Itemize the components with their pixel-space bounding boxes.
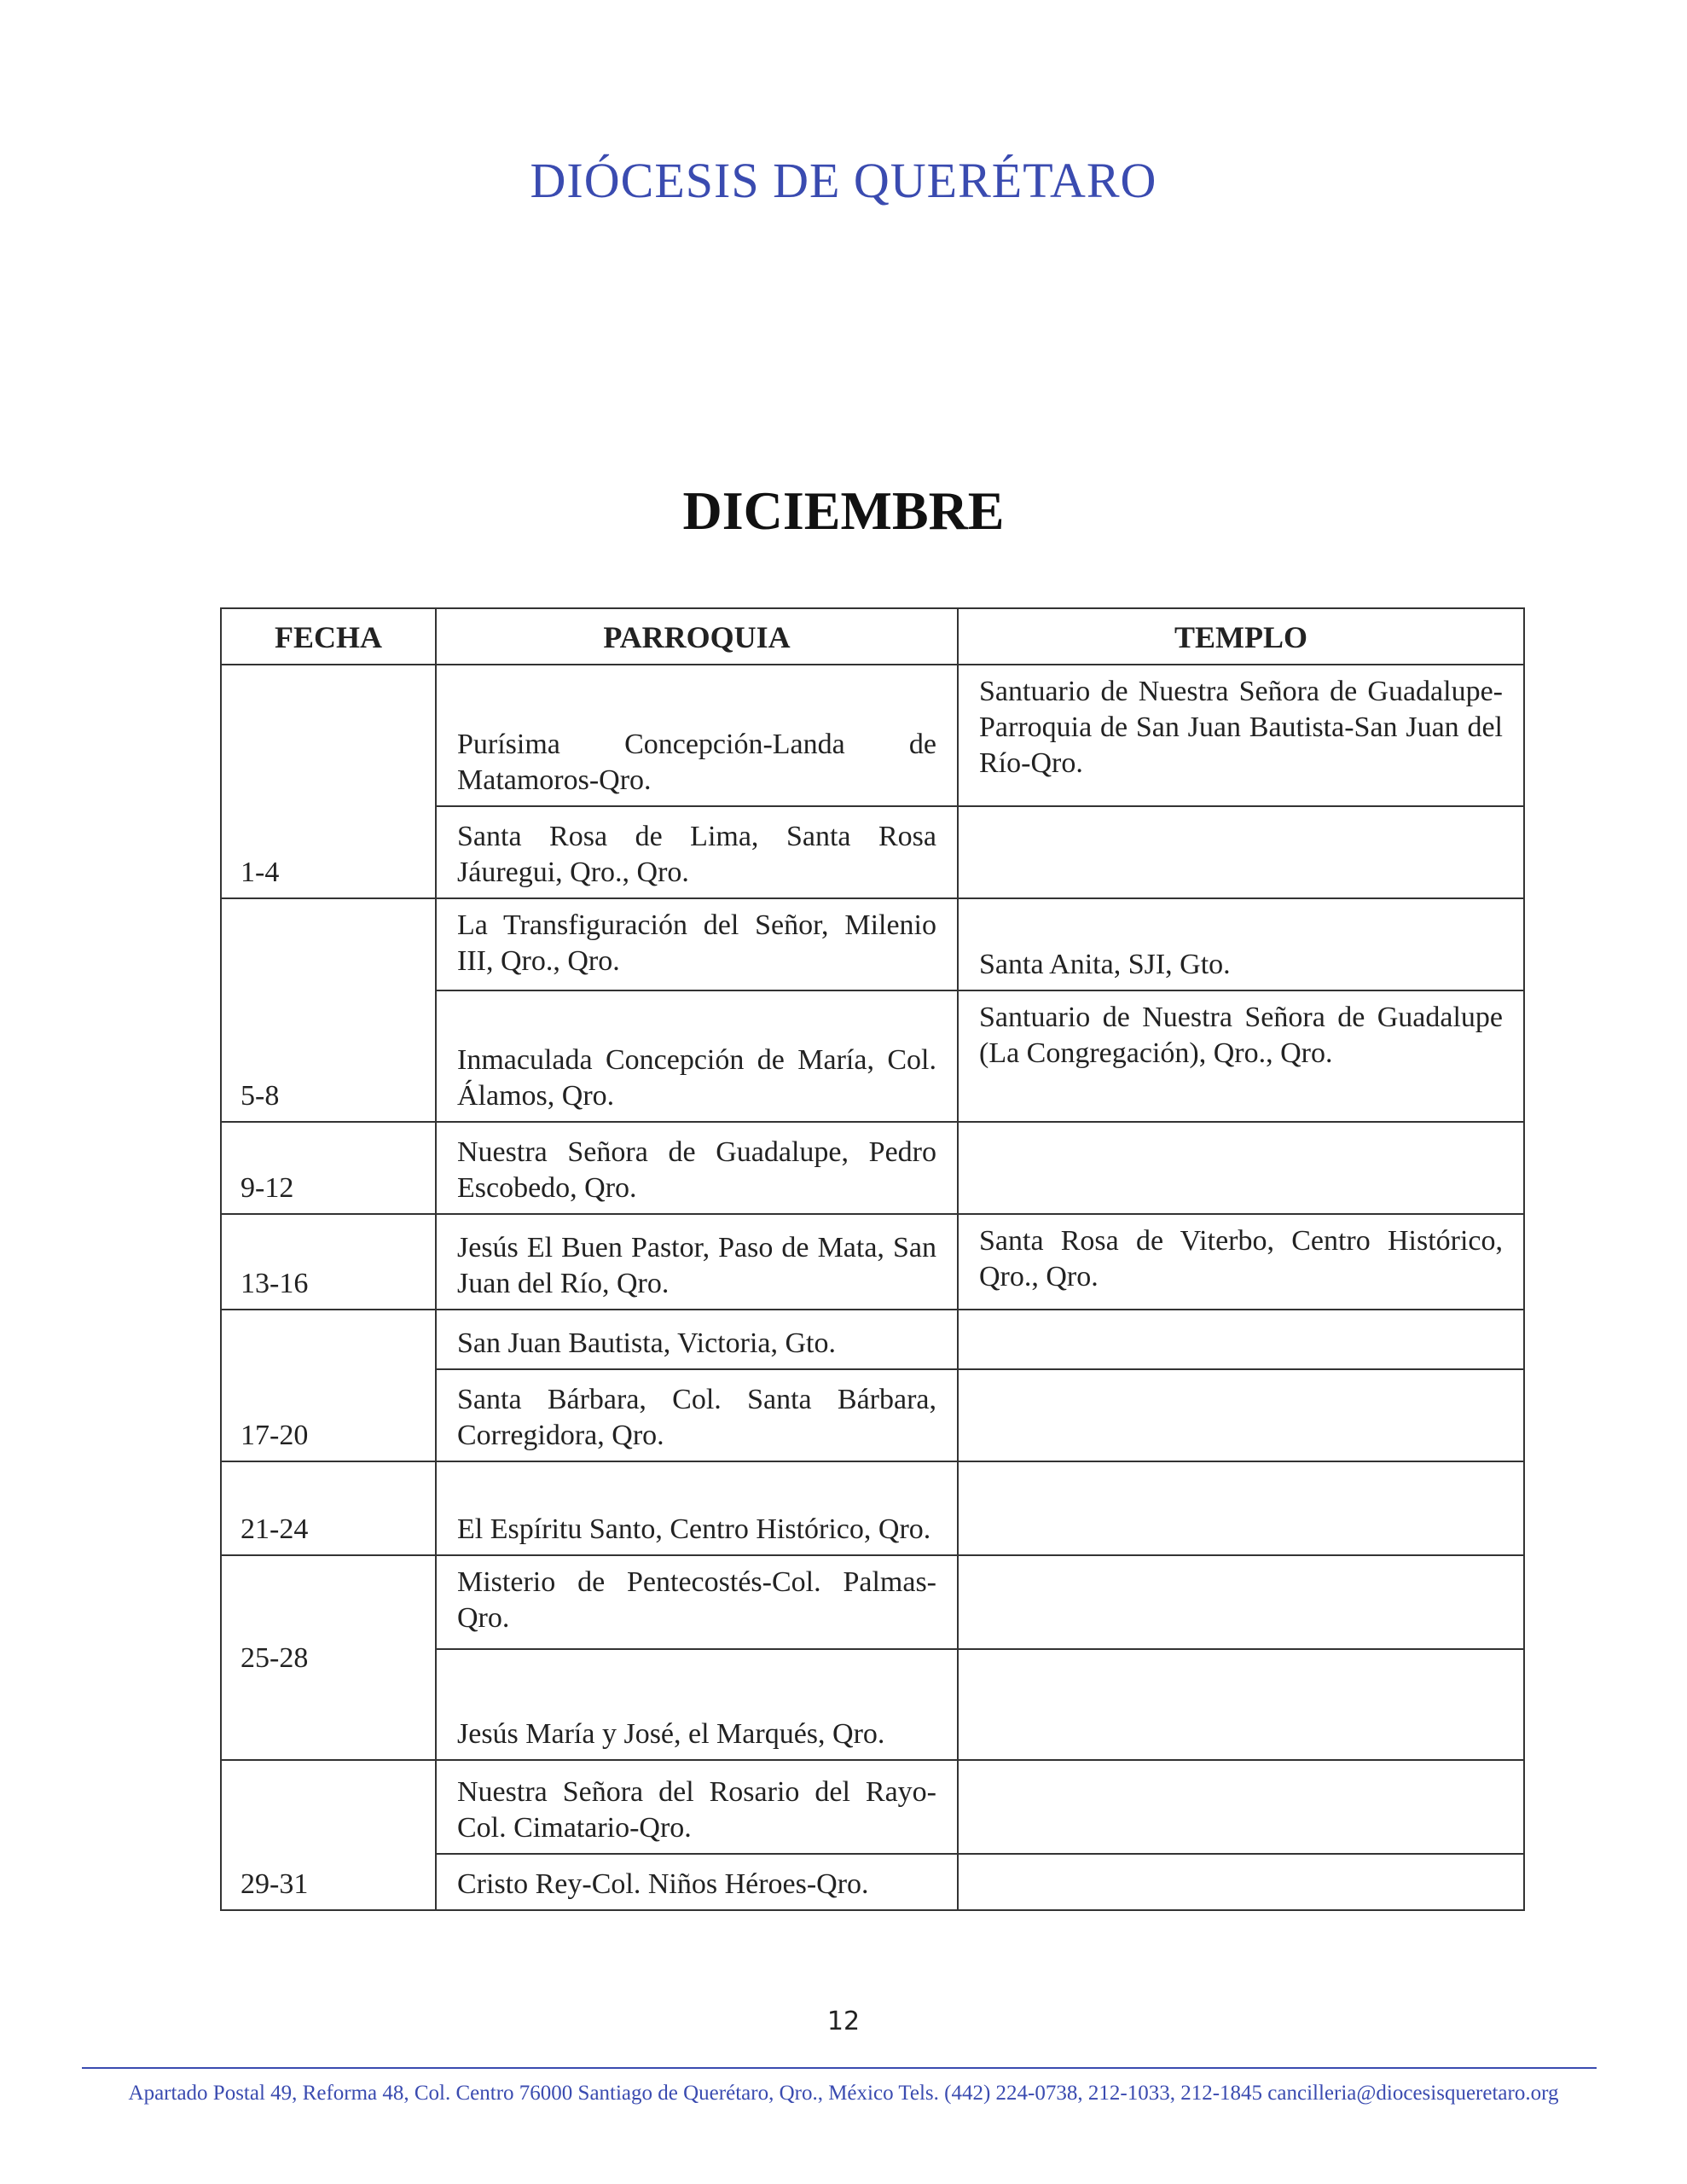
- diocese-title: DIÓCESIS DE QUERÉTARO: [530, 153, 1157, 208]
- table-row: [221, 898, 1524, 990]
- parish-cell: Santa Rosa de Lima, Santa Rosa Jáuregui, Qro., Qro.: [436, 806, 958, 898]
- table-row: [221, 1310, 1524, 1369]
- parish-cell: La Transfiguración del Señor, Milenio III, Qro., Qro.: [436, 898, 958, 990]
- temple-cell: [958, 1649, 1524, 1760]
- table-row: [221, 1461, 1524, 1555]
- date-range-cell: 25-28: [221, 1555, 436, 1760]
- date-range-cell: 5-8: [221, 898, 436, 1122]
- parish-cell: El Espíritu Santo, Centro Histórico, Qro.: [436, 1461, 958, 1555]
- parish-cell: Jesús El Buen Pastor, Paso de Mata, San Juan del Río, Qro.: [436, 1214, 958, 1310]
- temple-cell: Santa Rosa de Viterbo, Centro Histórico, Qro., Qro.: [958, 1214, 1524, 1310]
- temple-cell: [958, 1122, 1524, 1214]
- parish-cell: Cristo Rey-Col. Niños Héroes-Qro.: [436, 1854, 958, 1910]
- date-range-cell: 29-31: [221, 1760, 436, 1910]
- temple-cell: [958, 806, 1524, 898]
- temple-cell: [958, 1461, 1524, 1555]
- date-range-cell: 9-12: [221, 1122, 436, 1214]
- date-range-cell: 17-20: [221, 1310, 436, 1461]
- temple-cell: [958, 1310, 1524, 1369]
- temple-cell: [958, 1854, 1524, 1910]
- parish-cell: Nuestra Señora de Guadalupe, Pedro Escobedo, Qro.: [436, 1122, 958, 1214]
- parish-cell: Santa Bárbara, Col. Santa Bárbara, Corregidora, Qro.: [436, 1369, 958, 1461]
- date-range-cell: 13-16: [221, 1214, 436, 1310]
- parish-cell: San Juan Bautista, Victoria, Gto.: [436, 1310, 958, 1369]
- parish-cell: Jesús María y José, el Marqués, Qro.: [436, 1649, 958, 1760]
- table-header-row: [221, 608, 1524, 665]
- date-range-cell: 21-24: [221, 1461, 436, 1555]
- parish-cell: Purísima Concepción-Landa de Matamoros-Qro.: [436, 665, 958, 806]
- temple-cell: Santuario de Nuestra Señora de Guadalupe-Parroquia de San Juan Bautista-San Juan del Río-Qro.: [958, 665, 1524, 806]
- footer-address: Apartado Postal 49, Reforma 48, Col. Centro 76000 Santiago de Querétaro, Qro., México Tels. (442) 224-0738, 212-1033, 212-1845 cancilleria@diocesisqueretaro.org: [128, 2082, 1559, 2105]
- table-row: [221, 665, 1524, 806]
- column-header-templo: TEMPLO: [958, 608, 1524, 665]
- date-range-cell: 1-4: [221, 665, 436, 898]
- temple-cell: Santa Anita, SJI, Gto.: [958, 898, 1524, 990]
- temple-cell: [958, 1760, 1524, 1854]
- footer-divider: [82, 2067, 1597, 2069]
- temple-cell: [958, 1369, 1524, 1461]
- column-header-parroquia: PARROQUIA: [436, 608, 958, 665]
- table-row: [221, 1214, 1524, 1310]
- temple-cell: Santuario de Nuestra Señora de Guadalupe (La Congregación), Qro., Qro.: [958, 990, 1524, 1122]
- table-row: [221, 1555, 1524, 1649]
- temple-cell: [958, 1555, 1524, 1649]
- schedule-table: [220, 607, 1525, 1911]
- parish-cell: Misterio de Pentecostés-Col. Palmas-Qro.: [436, 1555, 958, 1649]
- table-row: [221, 1122, 1524, 1214]
- page-number: 12: [826, 2007, 861, 2036]
- parish-cell: Nuestra Señora del Rosario del Rayo-Col. Cimatario-Qro.: [436, 1760, 958, 1854]
- parish-cell: Inmaculada Concepción de María, Col. Álamos, Qro.: [436, 990, 958, 1122]
- column-header-fecha: FECHA: [221, 608, 436, 665]
- month-title: DICIEMBRE: [682, 480, 1005, 541]
- table-row: [221, 1760, 1524, 1854]
